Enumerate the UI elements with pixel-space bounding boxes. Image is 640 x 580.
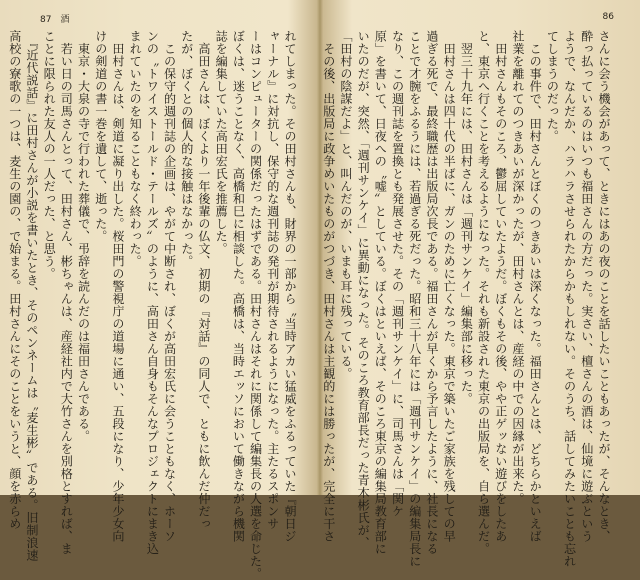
text-line: この保守的週刊誌の企画は、やがて中断され、ぼくが高田宏氏に会うこともなく、ホーソ <box>162 30 177 543</box>
text-line: 翌三十九年には、田村さんは「週刊サンケイ」編集部に移った。 <box>459 30 474 405</box>
right-page-folio: 86 <box>602 12 614 22</box>
text-line: ぼくは、迷うことなく、高橋和巳に相談した。高橋は、当時エッソにおいて働きながら機関 <box>231 30 246 543</box>
left-page-body-text <box>7 30 298 580</box>
text-line: 『近代説話』に田村さんが小説を書いたとき、そのペンネームは〝麦生彬〟である。旧制浪速 <box>24 30 39 562</box>
left-page-folio: 87 酒 <box>40 15 70 25</box>
text-line: 東京・大泉の寺で行われた葬儀で、弔辞を読んだのは福田さんである。 <box>76 30 91 443</box>
text-line: 高田さんは、ぼくより一年後輩の仏文、初期の『対話』の同人で、ともに飲んだ仲だっ <box>196 30 211 530</box>
text-line: 田村さんは四十代の半ばに、ガンのために亡くなった。東京で築いたご家族を残しての早 <box>442 30 457 543</box>
text-line: ことで才腕をふるうには、若過ぎる死だった。昭和三十八年には「週刊サンケイ」の編集局長に <box>407 30 422 568</box>
text-line: けの剣道の書一巻を遺して、逝った。 <box>93 30 108 243</box>
text-line: その後、出版局に政争めいたものがつづき、田村さんは主観的には勝ったが、完全に干さ <box>321 30 336 543</box>
text-line: いたのだが、突然、「週刊サンケイ」に異動になった。そのころ教育部長だった青木彬氏が、 <box>356 30 371 549</box>
text-line: 若い日の司馬さんとって、田村さん、彬ちゃんは、産経社内で大竹さんを別格とすれば、ま <box>59 30 74 555</box>
text-line: 高校の寮歌の一つは、麦生の園の、で始まる。田村さんにそのことをいうと、顔を赤らめ <box>7 30 22 530</box>
text-line: まれていたのを知ることもなく終わった。 <box>128 30 143 268</box>
text-line: 酔っ払っているのはいつも福田さんの方だった。実さい、檀さんの酒は、仙境に遊ぶという <box>579 30 594 543</box>
text-line: れてしまった。その田村さんも、財界の一部から〝当時アカい猛威をふるっていた『朝日ジ <box>283 30 297 543</box>
text-line: ことに限られた友人の一人だった、と思う。 <box>42 30 57 280</box>
text-line: ようで、なんだか、ハラハラさせられたからかもしれない。そのうち、話してみたいことも忘れ <box>562 30 577 568</box>
text-line: 社業を離れてのつきあいが深かったが、田村さんとは、産経の中での因縁が出来た。 <box>510 30 525 505</box>
text-line: 誌を編集していた高田宏氏を推薦した。 <box>214 30 229 255</box>
text-line: 過ぎる死で、最終職歴は出版局次長である。福田さんが早くから予言したように、社長になる <box>424 30 439 555</box>
text-line: 「田村の陰謀だよ」と、叫んだのが、いまも耳に残っている。 <box>338 30 353 380</box>
text-line: 田村さんもそのころ、鬱屈していたようだ。ぼくもその後、やや正ゲッない遊びをしたあ <box>493 30 508 543</box>
text-line: 田村さんは、剣道に凝り出した。桜田門の警視庁の道場に通い、五段になり、少年少女向 <box>110 30 125 543</box>
text-line: ンの〝トワイストールド・テールズ〟のように、高田さん自身もそんなプロジェクトにまき込 <box>145 30 160 555</box>
text-line: この事件で、田村さんとぼくのつきあいは深くなった。福田さんとは、どちらかといえば <box>528 30 543 543</box>
text-line: てしまうのだった。 <box>545 30 560 143</box>
text-line: さんに会う機会があって、ときにはあの夜のことを話したいこともあったが、そんなとき、 <box>597 30 611 543</box>
text-line: ャーナル』に対抗し、保守的な週刊誌の発刊が期待されるようになった。主たるスポンサ <box>265 30 280 530</box>
text-line: ーはコンピューターの関係だったはずである。田村さんはそれに関係して編集長の人選を命じた。 <box>248 30 263 580</box>
text-line: 原」を書いて、日夜への〝嘘〟としている。ぼくはといえば、そのころ東京の編集局教育部に <box>373 30 388 555</box>
text-line: と、東京へ行くことを考えるようになった。それも新設された東京の出版局を、自ら選んだ。 <box>476 30 491 555</box>
text-line: たが、ぼくとの個人的な接触はなかった。 <box>179 30 194 268</box>
text-line: なり、この週刊誌を置換とも発展させた。その「週刊サンケイ」に、司馬さんは「関ケ <box>390 30 405 518</box>
right-page-body-text <box>321 30 612 568</box>
